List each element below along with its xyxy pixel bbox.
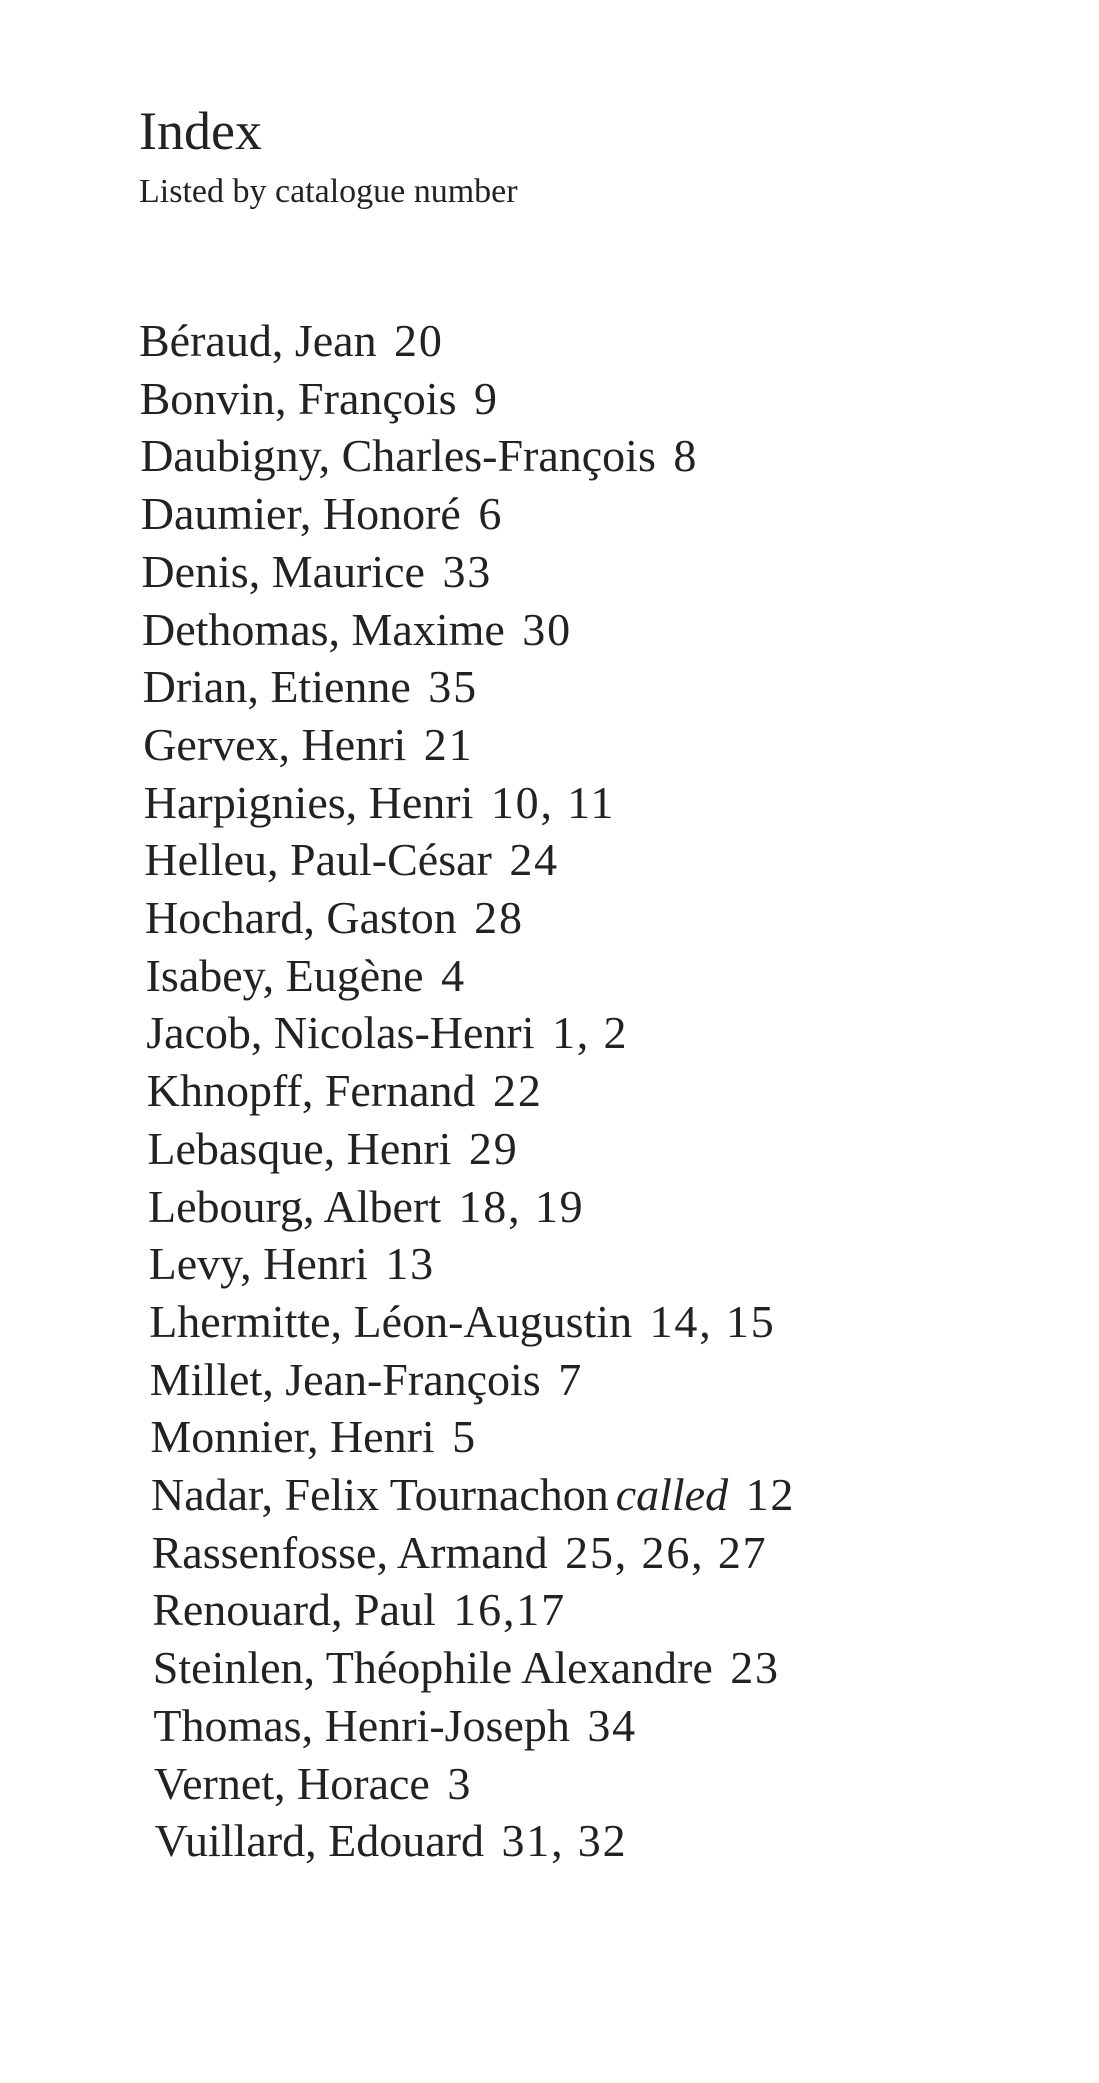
index-entry bbox=[139, 889, 795, 947]
artist-name: Helleu, Paul-César bbox=[144, 834, 492, 886]
index-entry bbox=[139, 716, 795, 774]
catalogue-numbers: 35 bbox=[428, 661, 478, 713]
index-entry bbox=[139, 1524, 795, 1582]
index-entry bbox=[139, 1235, 795, 1293]
catalogue-numbers: 16,17 bbox=[453, 1584, 566, 1636]
index-entry bbox=[139, 1581, 795, 1639]
index-entry bbox=[139, 312, 795, 370]
catalogue-numbers: 21 bbox=[423, 718, 474, 770]
catalogue-numbers: 29 bbox=[468, 1122, 519, 1174]
artist-name: Gervex, Henri bbox=[143, 718, 407, 770]
name-qualifier: called bbox=[615, 1469, 729, 1521]
catalogue-numbers: 18, 19 bbox=[458, 1180, 585, 1232]
artist-name: Drian, Etienne bbox=[142, 661, 411, 713]
index-entry bbox=[139, 370, 795, 428]
catalogue-numbers: 23 bbox=[730, 1642, 780, 1694]
catalogue-numbers: 4 bbox=[441, 949, 466, 1001]
index-entry bbox=[139, 1178, 795, 1236]
artist-name: Renouard, Paul bbox=[152, 1584, 436, 1636]
artist-name: Thomas, Henri-Joseph bbox=[153, 1699, 570, 1751]
catalogue-numbers: 1, 2 bbox=[551, 1007, 629, 1059]
catalogue-numbers: 7 bbox=[558, 1353, 584, 1405]
artist-name: Steinlen, Théophile Alexandre bbox=[152, 1642, 713, 1694]
index-entry bbox=[139, 1293, 795, 1351]
artist-name: Harpignies, Henri bbox=[143, 776, 474, 828]
index-entry bbox=[139, 1755, 795, 1813]
catalogue-numbers: 9 bbox=[473, 372, 499, 424]
index-entry bbox=[139, 427, 795, 485]
catalogue-numbers: 28 bbox=[474, 892, 524, 944]
catalogue-numbers: 14, 15 bbox=[649, 1295, 776, 1347]
artist-name: Levy, Henri bbox=[148, 1238, 368, 1290]
index-entry bbox=[139, 947, 795, 1005]
artist-name: Bonvin, François bbox=[139, 372, 457, 424]
index-entry bbox=[139, 543, 795, 601]
artist-name: Lhermitte, Léon-Augustin bbox=[149, 1295, 633, 1347]
index-entry bbox=[139, 831, 795, 889]
catalogue-numbers: 34 bbox=[587, 1699, 638, 1751]
artist-name: Vuillard, Edouard bbox=[154, 1815, 484, 1867]
catalogue-numbers: 33 bbox=[442, 545, 493, 597]
catalogue-numbers: 13 bbox=[385, 1238, 436, 1290]
artist-name: Jacob, Nicolas-Henri bbox=[146, 1007, 535, 1059]
artist-name: Vernet, Horace bbox=[154, 1757, 430, 1809]
catalogue-numbers: 12 bbox=[745, 1469, 796, 1521]
index-entry bbox=[139, 1639, 795, 1697]
index-list bbox=[139, 312, 795, 1870]
catalogue-numbers: 6 bbox=[478, 488, 504, 540]
artist-name: Daubigny, Charles-François bbox=[140, 430, 656, 482]
index-entry bbox=[139, 1408, 795, 1466]
artist-name: Millet, Jean-François bbox=[149, 1353, 541, 1405]
catalogue-numbers: 25, 26, 27 bbox=[565, 1526, 768, 1578]
index-entry bbox=[139, 1004, 795, 1062]
artist-name: Denis, Maurice bbox=[141, 545, 425, 597]
artist-name: Daumier, Honoré bbox=[140, 488, 461, 540]
index-entry bbox=[139, 658, 795, 716]
catalogue-numbers: 8 bbox=[673, 430, 699, 482]
catalogue-numbers: 24 bbox=[509, 834, 559, 886]
index-entry bbox=[139, 1120, 795, 1178]
index-entry bbox=[139, 1062, 795, 1120]
catalogue-numbers: 10, 11 bbox=[490, 776, 616, 828]
artist-name: Monnier, Henri bbox=[150, 1411, 435, 1463]
page-subtitle: Listed by catalogue number bbox=[139, 173, 518, 210]
catalogue-numbers: 22 bbox=[493, 1065, 543, 1117]
index-entry bbox=[139, 774, 795, 832]
artist-name: Lebourg, Albert bbox=[148, 1180, 441, 1232]
catalogue-numbers: 31, 32 bbox=[501, 1815, 628, 1867]
catalogue-numbers: 5 bbox=[452, 1411, 478, 1463]
artist-name: Hochard, Gaston bbox=[145, 892, 457, 944]
page-title: Index bbox=[139, 101, 262, 161]
artist-name: Béraud, Jean bbox=[139, 315, 377, 366]
artist-name: Nadar, Felix Tournachon bbox=[151, 1469, 609, 1521]
index-entry bbox=[139, 1697, 795, 1755]
artist-name: Rassenfosse, Armand bbox=[151, 1526, 548, 1578]
artist-name: Lebasque, Henri bbox=[147, 1122, 452, 1174]
index-entry bbox=[139, 1466, 795, 1524]
index-entry bbox=[139, 1351, 795, 1409]
index-entry bbox=[139, 601, 795, 659]
catalogue-numbers: 30 bbox=[522, 603, 572, 655]
artist-name: Dethomas, Maxime bbox=[142, 603, 505, 655]
index-entry bbox=[139, 485, 795, 543]
catalogue-numbers: 20 bbox=[394, 315, 444, 366]
index-entry bbox=[139, 1812, 795, 1870]
artist-name: Isabey, Eugène bbox=[145, 949, 424, 1001]
artist-name: Khnopff, Fernand bbox=[146, 1065, 476, 1117]
catalogue-numbers: 3 bbox=[447, 1757, 473, 1809]
